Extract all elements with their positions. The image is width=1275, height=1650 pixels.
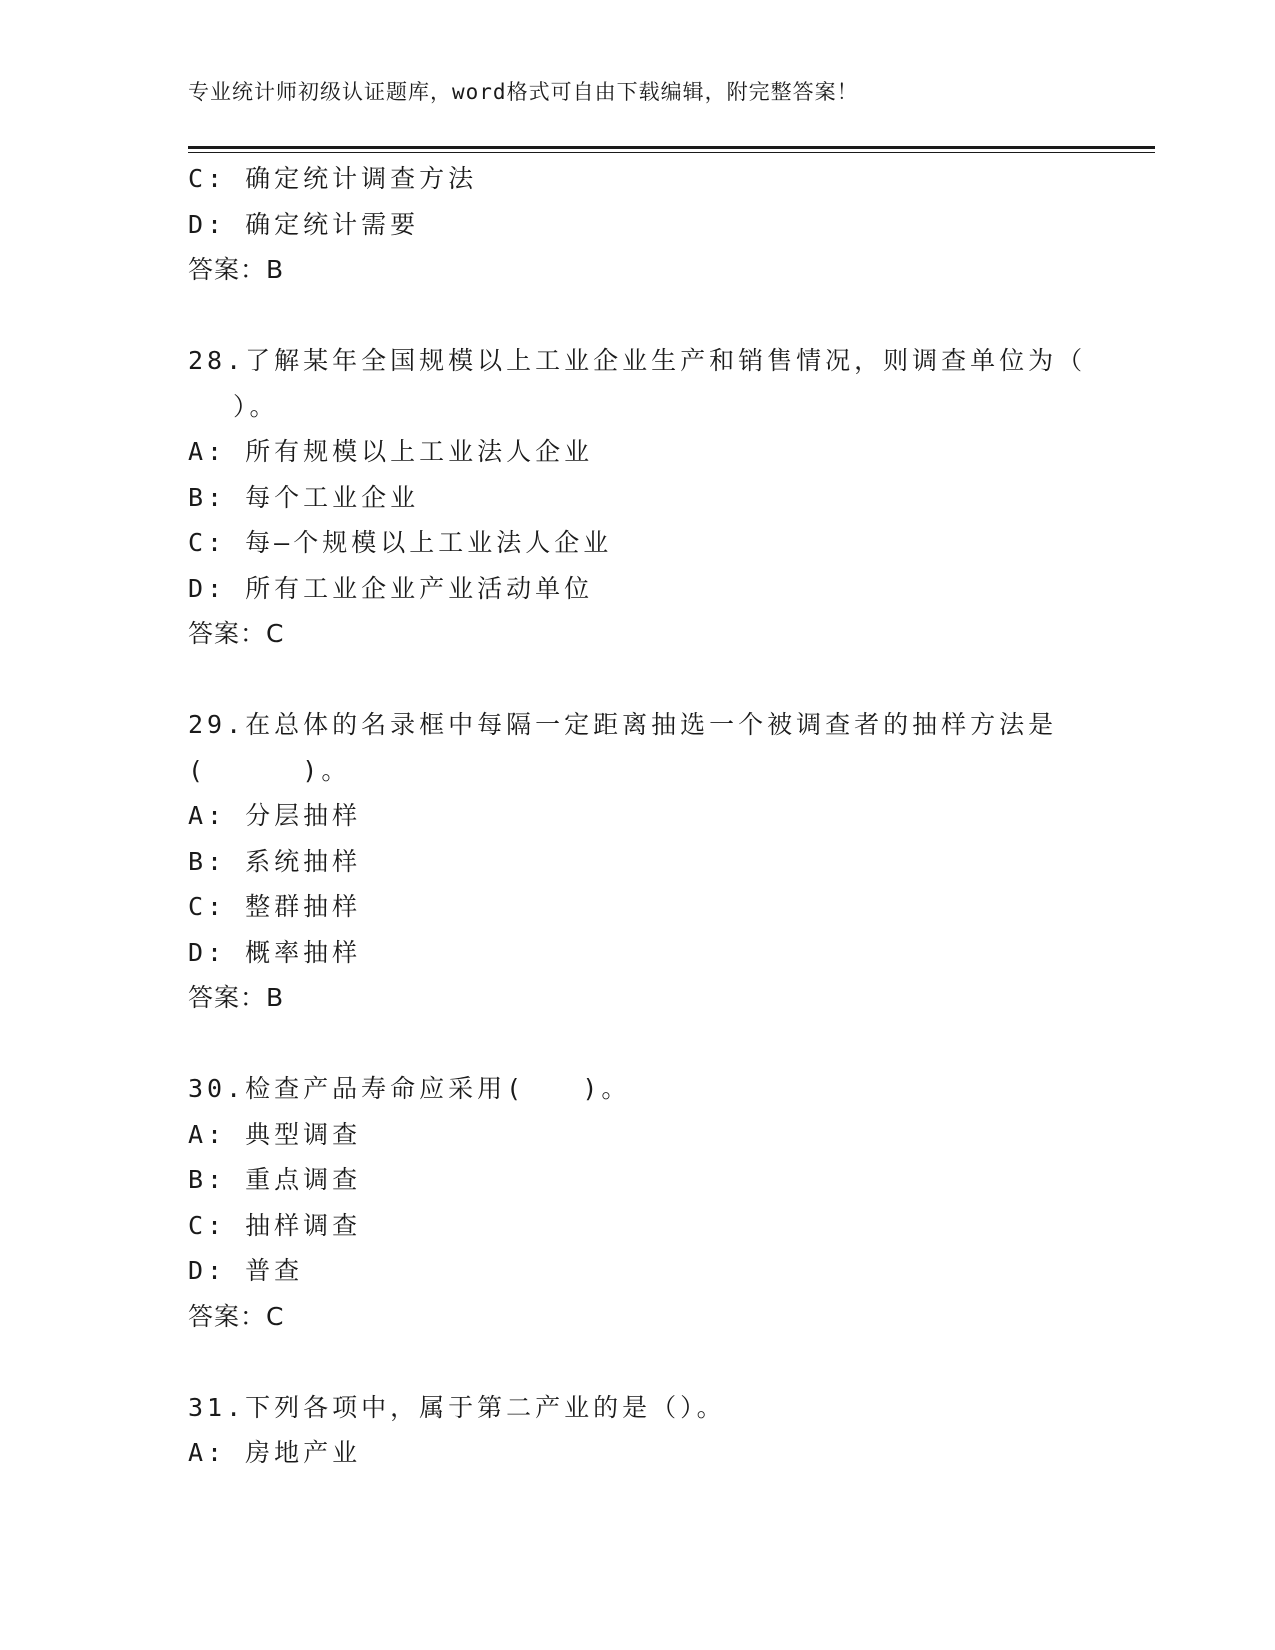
- option-a: A: 房地产业: [188, 1438, 362, 1467]
- answer-line: 答案：C: [188, 1301, 285, 1331]
- option-d: D: 概率抽样: [188, 937, 362, 967]
- question-stem: 29.在总体的名录框中每隔一定距离抽选一个被调查者的抽样方法是: [188, 710, 1058, 739]
- option-a: A: 所有规模以上工业法人企业: [188, 437, 594, 466]
- question-stem: 30.检查产品寿命应采用( )。: [188, 1074, 631, 1103]
- question-stem: 28.了解某年全国规模以上工业企业生产和销售情况，则调查单位为（: [188, 346, 1087, 375]
- question-list: [188, 156, 1088, 1476]
- option-d: D: 确定统计需要: [188, 209, 420, 239]
- question-stem-continued: ）。: [233, 391, 279, 421]
- answer-line: 答案：B: [188, 983, 285, 1012]
- question-stem-continued: ( )。: [188, 755, 351, 785]
- spacer: [188, 1021, 1088, 1067]
- header-rule-thick: [188, 146, 1155, 149]
- option-b: B: 重点调查: [188, 1165, 362, 1194]
- option-c: C: 整群抽样: [188, 892, 362, 921]
- option-a: A: 分层抽样: [188, 801, 362, 830]
- answer-line: 答案：B: [188, 255, 285, 284]
- header-rule-thin: [188, 152, 1155, 153]
- option-b: B: 系统抽样: [188, 846, 362, 876]
- option-d: D: 所有工业企业产业活动单位: [188, 573, 594, 603]
- question-stem: 31.下列各项中，属于第二产业的是（）。: [188, 1392, 726, 1422]
- spacer: [188, 1339, 1088, 1385]
- option-c: C: 确定统计调查方法: [188, 164, 478, 193]
- answer-line: 答案：C: [188, 619, 285, 648]
- spacer: [188, 293, 1088, 339]
- option-d: D: 普查: [188, 1256, 304, 1285]
- option-a: A: 典型调查: [188, 1119, 362, 1149]
- spacer: [188, 657, 1088, 703]
- option-c: C: 抽样调查: [188, 1210, 362, 1240]
- option-c: C: 每—个规模以上工业法人企业: [188, 528, 613, 557]
- option-b: B: 每个工业企业: [188, 482, 420, 512]
- page-header: 专业统计师初级认证题库，word格式可自由下载编辑，附完整答案！: [188, 80, 859, 104]
